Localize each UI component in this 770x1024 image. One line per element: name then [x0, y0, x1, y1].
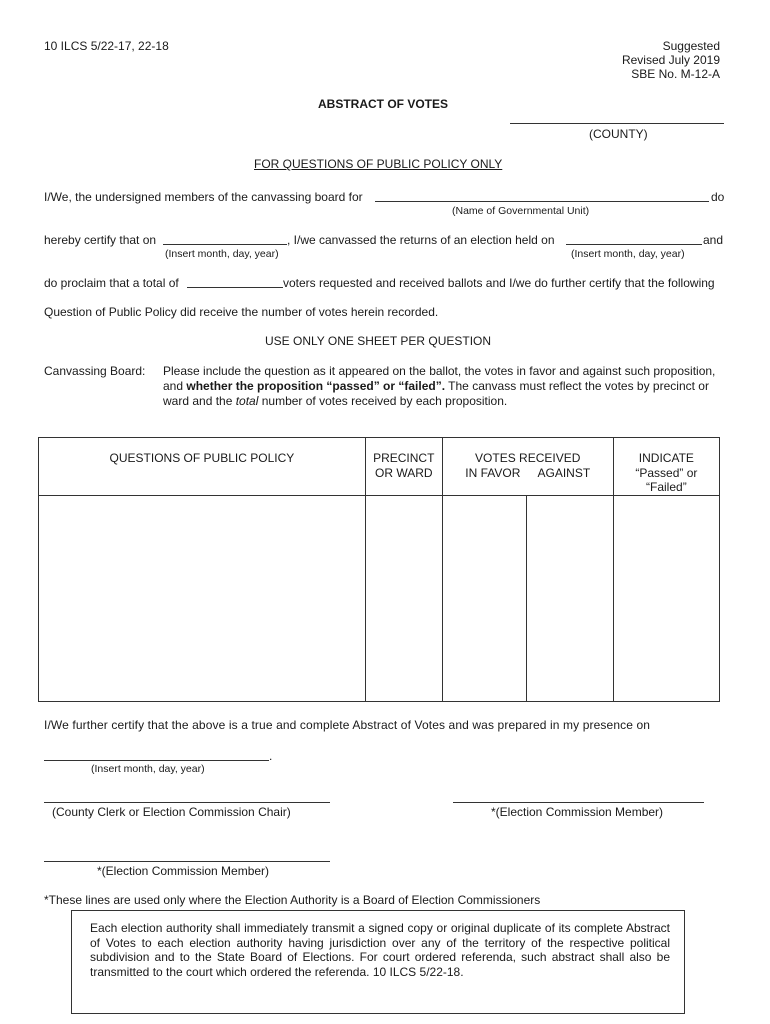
member2-signature-caption: *(Election Commission Member)	[97, 864, 270, 878]
transmit-notice-text: Each election authority shall immediately transmit a signed copy or original duplicate of its complete Abstract of Votes to each election authority having jurisdiction over any of the territory of the respective political subdivision and to the State Board of Elections. For court ordered referenda, such abstract shall also be transmitted to the court which ordered the referenda. 10 ILCS 5/22-18.	[90, 921, 670, 979]
member1-signature-caption: *(Election Commission Member)	[491, 805, 664, 819]
votes-table	[38, 437, 720, 702]
header-in-favor: IN FAVOR	[465, 465, 521, 480]
votes-table-header	[39, 438, 720, 496]
header-question	[39, 438, 366, 496]
certify-line2-mid: , I/we canvassed the returns of an election held on	[287, 233, 555, 247]
header-votes-received: VOTES RECEIVED	[475, 451, 581, 465]
instructions-line2-bold: whether the proposition “passed” or “failed”.	[186, 379, 446, 393]
certify-line2-end: and	[703, 233, 724, 247]
prepared-date-caption: (Insert month, day, year)	[91, 763, 205, 775]
transmit-notice-box	[71, 910, 685, 1014]
canvass-date-line[interactable]	[163, 244, 287, 245]
header-precinct-2: OR WARD	[374, 465, 433, 480]
governmental-unit-caption: (Name of Governmental Unit)	[452, 205, 590, 217]
one-sheet-notice: USE ONLY ONE SHEET PER QUESTION	[265, 334, 492, 348]
suggested-label: Suggested	[662, 39, 720, 53]
header-votes	[442, 438, 613, 496]
header-against: AGAINST	[537, 465, 591, 480]
precinct-cell[interactable]	[365, 495, 442, 702]
certify-line4: Question of Public Policy did receive the number of votes herein recorded.	[44, 305, 439, 319]
header-indicate-2: “Passed” or	[635, 465, 698, 480]
clerk-signature-caption: (County Clerk or Election Commission Chair)	[52, 805, 291, 819]
certify-line3-end: voters requested and received ballots and I/we do further certify that the following	[283, 276, 715, 290]
instructions-line1: Please include the question as it appeared on the ballot, the votes in favor and against such proposition,	[163, 364, 716, 378]
instructions-line3	[163, 394, 507, 408]
member2-signature-line[interactable]	[44, 861, 330, 862]
instructions-line2-post: The canvass must reflect the votes by precinct or	[445, 379, 709, 393]
governmental-unit-line[interactable]	[375, 201, 709, 202]
form-number: SBE No. M-12-A	[631, 67, 720, 81]
further-certify-text: I/We further certify that the above is a true and complete Abstract of Votes and was prepared in my presence on	[44, 718, 651, 732]
instructions-line2-pre: and	[163, 379, 187, 393]
voter-total-line[interactable]	[187, 287, 283, 288]
footnote: *These lines are used only where the Election Authority is a Board of Election Commissioners	[44, 893, 541, 907]
subtitle: FOR QUESTIONS OF PUBLIC POLICY ONLY	[254, 157, 503, 171]
header-precinct	[365, 438, 442, 496]
header-favor-against	[443, 466, 613, 481]
certify-line1-start: I/We, the undersigned members of the canvassing board for	[44, 190, 363, 204]
county-line[interactable]	[510, 123, 724, 124]
instructions-line2	[163, 379, 709, 393]
period: .	[269, 749, 273, 763]
header-question-label: QUESTIONS OF PUBLIC POLICY	[109, 451, 295, 465]
header-precinct-1: PRECINCT	[373, 451, 435, 465]
header-indicate-3: “Failed”	[646, 480, 687, 494]
certify-line2-start: hereby certify that on	[44, 233, 157, 247]
election-date-caption: (Insert month, day, year)	[571, 248, 685, 260]
instructions-label: Canvassing Board:	[44, 364, 146, 378]
member1-signature-line[interactable]	[453, 802, 704, 803]
certify-line3-start: do proclaim that a total of	[44, 276, 179, 290]
page-title: ABSTRACT OF VOTES	[318, 97, 449, 111]
revised-date: Revised July 2019	[621, 53, 720, 67]
clerk-signature-line[interactable]	[44, 802, 330, 803]
header-indicate	[613, 438, 719, 496]
against-cell[interactable]	[526, 495, 613, 702]
county-caption: (COUNTY)	[589, 127, 648, 141]
instructions-line3-italic: total	[235, 394, 259, 408]
certify-line1-end: do	[711, 190, 725, 204]
instructions-line3-post: number of votes received by each proposition.	[258, 394, 508, 408]
question-cell[interactable]	[39, 495, 366, 702]
header-indicate-1: INDICATE	[638, 451, 694, 465]
canvass-date-caption: (Insert month, day, year)	[165, 248, 279, 260]
election-date-line[interactable]	[566, 244, 702, 245]
in-favor-cell[interactable]	[442, 495, 526, 702]
instructions-line3-pre: ward and the	[163, 394, 236, 408]
votes-table-entry-row	[39, 495, 720, 702]
statute-reference: 10 ILCS 5/22-17, 22-18	[44, 39, 169, 53]
indicate-cell[interactable]	[613, 495, 719, 702]
prepared-date-line[interactable]	[44, 760, 269, 761]
